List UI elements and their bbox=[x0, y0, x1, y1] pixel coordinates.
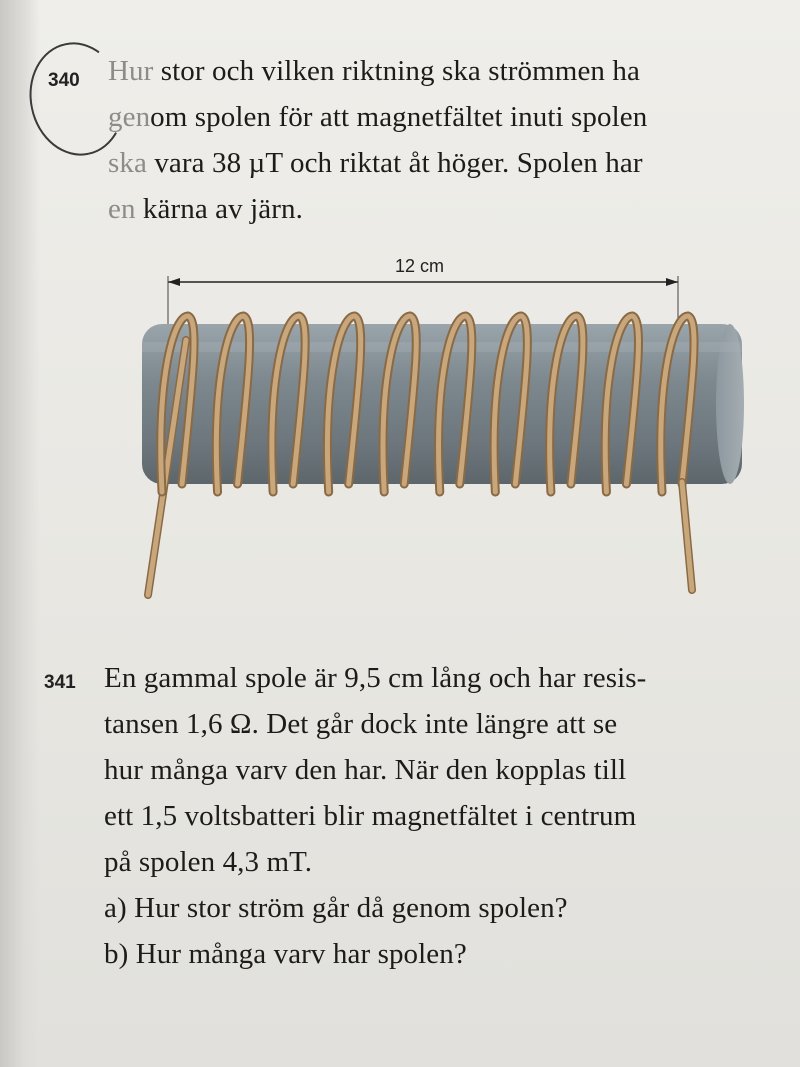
coil-illustration bbox=[130, 250, 760, 610]
coil-length-label: 12 cm bbox=[395, 256, 445, 276]
problem-341-text bbox=[104, 662, 774, 992]
coil-figure bbox=[130, 250, 760, 610]
problem-341-line-1: En gammal spole är 9,5 cm lång och har resis- bbox=[104, 662, 647, 694]
problem-340-text bbox=[108, 55, 768, 235]
problem-340-number: 340 bbox=[48, 70, 80, 91]
problem-341-number: 341 bbox=[44, 672, 76, 693]
problem-340-line-1: Hur stor och vilken riktning ska strömmen ha bbox=[108, 55, 640, 87]
page-binding-shadow bbox=[0, 0, 40, 1067]
problem-341-line-5: på spolen 4,3 mT. bbox=[104, 846, 313, 878]
problem-341-question-b: b) Hur många varv har spolen? bbox=[104, 938, 467, 970]
problem-341-question-a: a) Hur stor ström går då genom spolen? bbox=[104, 892, 568, 924]
problem-340-line-3: ska vara 38 µT och riktat åt höger. Spolen har bbox=[108, 147, 643, 179]
problem-341-line-3: hur många varv den har. När den kopplas till bbox=[104, 754, 627, 786]
problem-340-line-2: genom spolen för att magnetfältet inuti spolen bbox=[108, 101, 648, 133]
problem-341-line-4: ett 1,5 voltsbatteri blir magnetfältet i centrum bbox=[104, 800, 637, 832]
problem-341-line-2: tansen 1,6 Ω. Det går dock inte längre att se bbox=[104, 708, 618, 740]
problem-340-line-4: en kärna av järn. bbox=[108, 193, 303, 225]
